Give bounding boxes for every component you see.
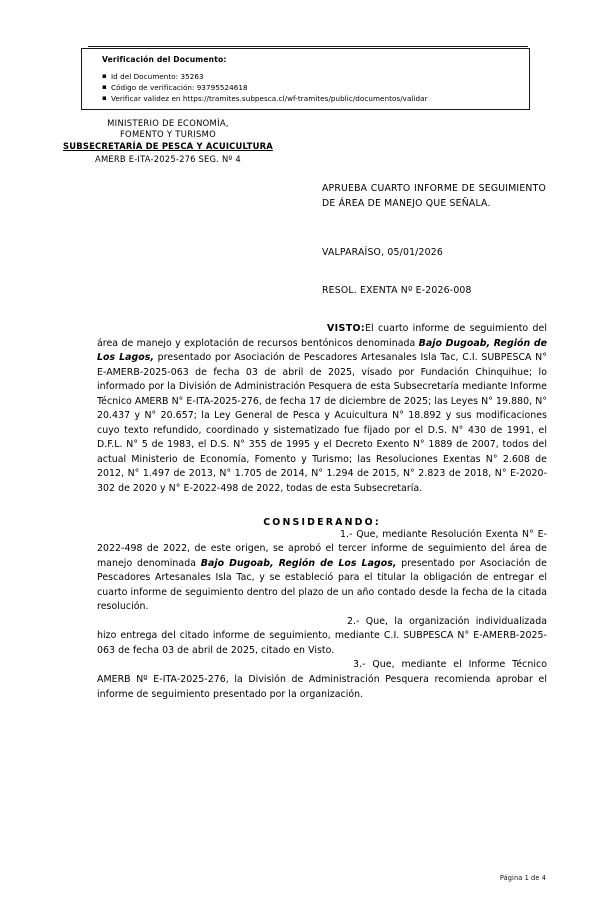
item-2-text: 2.- Que, la organización individualizada hizo entrega del citado informe de seguimiento, mediante C.I. SUBPESCA N° E-AMERB-2025-063 de fecha 03 de abril de 2025, citado en Visto. (97, 615, 547, 656)
item-1-text-part-2: presentado por Asociación de Pescadores Artesanales Isla Tac, y se estableció para el titular la obligación de entregar el cuarto informe de seguimiento dentro del plazo de un año contado desde la fecha de la citada resolución. (97, 557, 547, 613)
considerando-item-2 (97, 615, 547, 659)
considerando-heading: CONSIDERANDO: (263, 516, 381, 528)
verification-item (102, 71, 522, 82)
area-name-emphasis: Bajo Dugoab, Región de Los Lagos, (97, 337, 547, 364)
verification-top-rule (88, 46, 528, 47)
verification-code: Código de verificación: 93795524618 (111, 83, 248, 93)
resolution-subject: APRUEBA CUARTO INFORME DE SEGUIMIENTO DE ÁREA DE MANEJO QUE SEÑALA. (322, 183, 546, 209)
item-3-text: 3.- Que, mediante el Informe Técnico AMERB Nº E-ITA-2025-276, la División de Administración Pesquera recomienda aprobar el informe de seguimiento presentado por la organización. (97, 659, 547, 700)
verification-list (102, 71, 522, 105)
area-name-emphasis: Bajo Dugoab, Región de Los Lagos, (200, 557, 397, 569)
bullet-icon: ▪ (102, 94, 107, 103)
visto-text-part-1: El cuarto informe de seguimiento del área de manejo y explotación de recursos bentónicos denominada (97, 323, 547, 349)
resolution-number: RESOL. EXENTA Nº E-2026-008 (322, 285, 472, 296)
verification-item (102, 93, 522, 104)
bullet-icon: ▪ (102, 83, 107, 92)
visto-paragraph (97, 322, 547, 497)
verification-box (81, 48, 530, 110)
verification-url[interactable]: Verificar validez en https://tramites.subpesca.cl/wf-tramites/public/documentos/validar (111, 94, 428, 104)
place-and-date: VALPARAÍSO, 05/01/2026 (322, 247, 443, 258)
file-reference-line: AMERB E-ITA-2025-276 SEG. Nº 4 (95, 153, 241, 164)
document-body (97, 322, 547, 702)
page-footer: Página 1 de 4 (499, 874, 546, 882)
verification-title: Verificación del Documento: (102, 55, 227, 64)
considerando-item-3 (97, 658, 547, 702)
subsecretaria-line: SUBSECRETARÍA DE PESCA Y ACUICULTURA (63, 141, 273, 152)
visto-text-part-2: presentado por Asociación de Pescadores Artesanales Isla Tac, C.I. SUBPESCA N° E-AMERB-2025-063 de fecha 03 de abril de 2025, visado por Fundación Chinquihue; lo informado por la División de Administración Pesquera de esta Subsecretaría mediante Informe Técnico AMERB N° E-ITA-2025-276, de fecha 17 de diciembre de 2025; las Leyes N° 19.880, N° 20.437 y N° 20.657; la Ley General de Pesca y Acuicultura N° 18.892 y sus modificaciones cuyo texto refundido, coordinado y sistematizado fue fijado por el D.S. N° 430 de 1991, el D.F.L. N° 5 de 1983, el D.S. N° 355 de 1995 y el Decreto Exento N° 1889 de 2007, todos del actual Ministerio de Economía, Fomento y Turismo; las Resoluciones Exentas N° 2.608 de 2012, N° 1.497 de 2013, N° 1.705 de 2014, N° 1.294 de 2015, N° 2.823 de 2018, N° E-2020-302 de 2020 y N° E-2022-498 de 2022, todas de esta Subsecretaría. (97, 352, 547, 495)
ministry-line-1: MINISTERIO DE ECONOMÍA, (107, 118, 229, 128)
bullet-icon: ▪ (102, 72, 107, 80)
item-1-text-part-1: 1.- Que, mediante Resolución Exenta N° E-2022-498 de 2022, de este origen, se aprobó el tercer informe de seguimiento del área de manejo denominada (97, 528, 547, 569)
verification-document-id: Id del Documento: 35263 (111, 72, 204, 81)
letterhead (28, 118, 308, 165)
verification-item (102, 82, 522, 93)
considerando-item-1 (97, 528, 547, 615)
ministry-line-2: FOMENTO Y TURISMO (119, 129, 217, 140)
visto-label: VISTO: (327, 323, 366, 334)
